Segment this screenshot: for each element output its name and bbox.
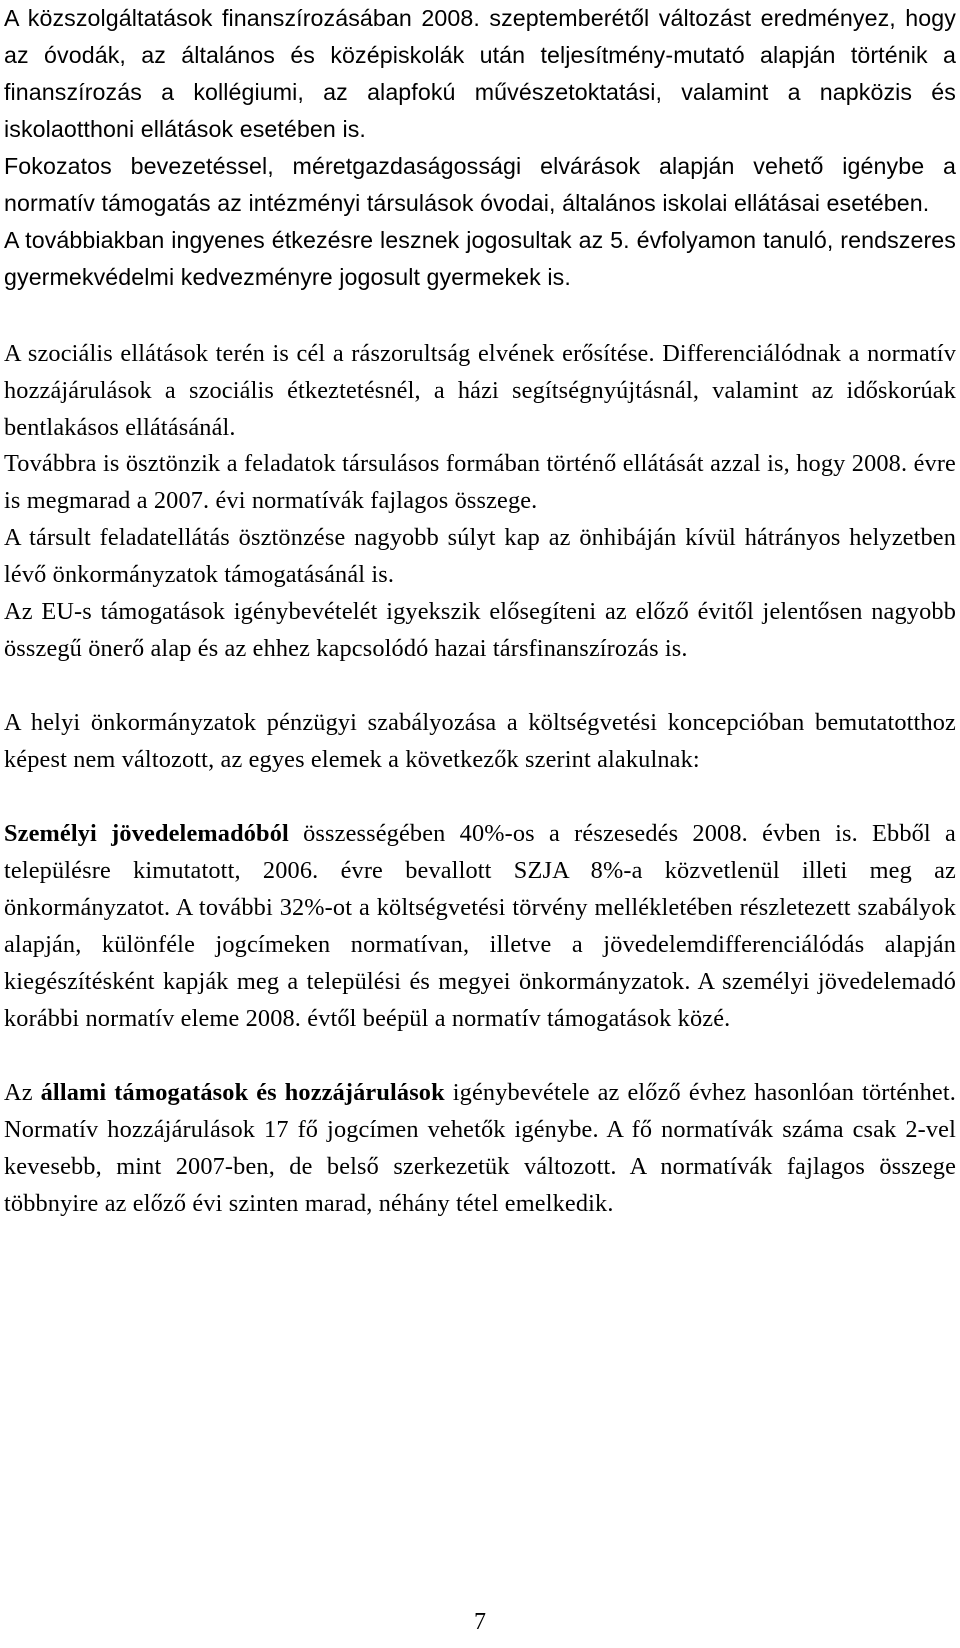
spacer: [4, 1038, 956, 1075]
paragraph-text: Az: [4, 1078, 41, 1106]
paragraph-associations: Továbbra is ösztönzik a feladatok társulásos formában történő ellátását azzal is, hogy 2008. évre is megmarad a 2007. évi normatívák fajlagos összege.: [4, 450, 956, 515]
paragraph-gradual-introduction: Fokozatos bevezetéssel, méretgazdaságossági elvárások alapján vehető igénybe a normatív támogatás az intézményi társulások óvodai, általános iskolai ellátásai esetében.: [4, 152, 956, 216]
paragraph-public-services: A közszolgáltatások finanszírozásában 2008. szeptemberétől változást eredményez, hogy az óvodák, az általános és középiskolák után teljesítmény-mutató alapján történik a finanszírozás a kollégiumi, az alapfokú művészetoktatási, valamint a napközis és iskolaotthoni ellátások esetében is.: [4, 5, 956, 142]
paragraph-state-subsidies: [4, 1075, 956, 1223]
paragraph-financial-regulation: A helyi önkormányzatok pénzügyi szabályozása a költségvetési koncepcióban bemutatotthoz képest nem változott, az egyes elemek a következők szerint alakulnak:: [4, 709, 956, 774]
spacer: [4, 296, 956, 336]
paragraph-text: összességében 40%-os a részesedés 2008. évben is. Ebből a településre kimutatott, 2006. évre bevallott SZJA 8%-a közvetlenül illeti meg az önkormányzatot. A további 32%-ot a költségvetési törvény mellékletében részletezett szabályok alapján, különféle jogcímeken normatívan, illetve a jövedelemdifferenciálódás alapján kiegészítésként kapják meg a települési és megyei önkormányzatok. A személyi jövedelemadó korábbi normatív eleme 2008. évtől beépül a normatív támogatások közé.: [4, 819, 956, 1032]
paragraph-joint-tasks: A társult feladatellátás ösztönzése nagyobb súlyt kap az önhibáján kívül hátrányos helyzetben lévő önkormányzatok támogatásánál is.: [4, 524, 956, 589]
page-number: 7: [474, 1609, 486, 1635]
bold-term-income-tax: Személyi jövedelemadóból: [4, 819, 289, 847]
spacer: [4, 779, 956, 816]
paragraph-social-care: A szociális ellátások terén is cél a rászorultság elvének erősítése. Differenciálódnak a normatív hozzájárulások a szociális étkeztetésnél, a házi segítségnyújtásnál, valamint az időskorúak bentlakásos ellátásánál.: [4, 339, 956, 441]
paragraph-free-meals: A továbbiakban ingyenes étkezésre lesznek jogosultak az 5. évfolyamon tanuló, rendszeres gyermekvédelmi kedvezményre jogosult gyermekek is.: [4, 226, 956, 290]
paragraph-text: igénybevétele az előző évhez hasonlóan történhet. Normatív hozzájárulások 17 fő jogcímen vehetők igénybe. A fő normatívák száma csak 2-vel kevesebb, mint 2007-ben, de belső szerkezetük változott. A normatívák fajlagos összege többnyire az előző évi szinten marad, néhány tétel emelkedik.: [4, 1078, 956, 1217]
paragraph-eu-funding: Az EU-s támogatások igénybevételét igyekszik elősegíteni az előző évitől jelentősen nagyobb összegű önerő alap és az ehhez kapcsolódó hazai társfinanszírozás is.: [4, 598, 956, 663]
spacer: [4, 668, 956, 705]
paragraph-personal-income-tax: [4, 816, 956, 1038]
bold-term-state-subsidies: állami támogatások és hozzájárulások: [40, 1078, 445, 1106]
